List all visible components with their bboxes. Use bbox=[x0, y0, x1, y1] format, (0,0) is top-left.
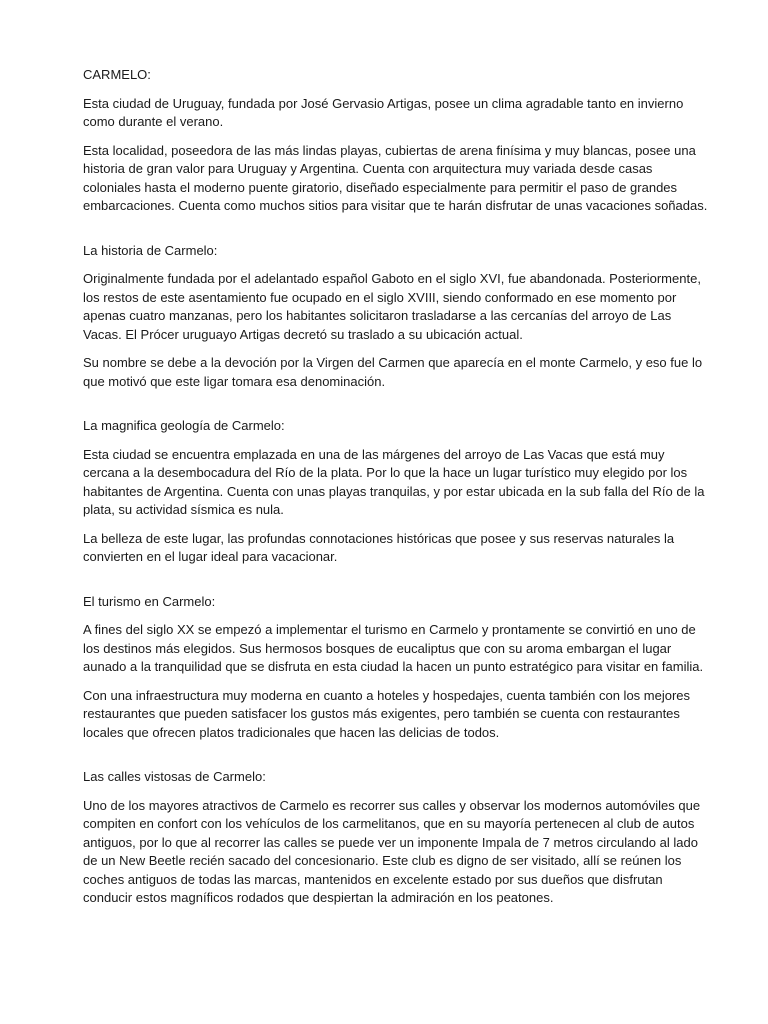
paragraph: Su nombre se debe a la devoción por la Virgen del Carmen que aparecía en el monte Carmelo, y eso fue lo que motivó que este ligar tomara esa denominación. bbox=[83, 355, 703, 389]
paragraph: La belleza de este lugar, las profundas connotaciones históricas que posee y sus reservas naturales la convierten en el lugar ideal para vacacionar. bbox=[83, 530, 675, 564]
section-heading: Las calles vistosas de Carmelo: bbox=[83, 769, 266, 784]
paragraph: Esta localidad, poseedora de las más lindas playas, cubiertas de arena finísima y muy blancas, posee una historia de gran valor para Uruguay y Argentina. Cuenta con arquitectura muy variada desde casas coloniales hasta el moderno puente giratorio, diseñado especialmente para permitir el paso de grandes embarcaciones. Cuenta como muchos sitios para visitar que te harán disfrutar de unas vacaciones soñadas. bbox=[83, 142, 708, 213]
section-heading: La historia de Carmelo: bbox=[83, 242, 218, 258]
section-carmelo bbox=[83, 66, 713, 216]
paragraph: A fines del siglo XX se empezó a implementar el turismo en Carmelo y prontamente se convirtió en uno de los destinos más elegidos. Sus hermosos bosques de eucaliptus que con su aroma embargan el lugar aunado a la tranquilidad que se disfruta en esta ciudad la hacen un punto estratégico para visitar en familia. bbox=[83, 622, 704, 674]
section-turismo bbox=[83, 593, 713, 743]
paragraph: Esta ciudad de Uruguay, fundada por José Gervasio Artigas, posee un clima agradable tanto en invierno como durante el verano. bbox=[83, 95, 684, 129]
paragraph: Esta ciudad se encuentra emplazada en una de las márgenes del arroyo de Las Vacas que está muy cercana a la desembocadura del Río de la plata. Por lo que la hace un lugar turístico muy elegido por los habitantes de Argentina. Cuenta con unas playas tranquilas, y por estar ubicada en la sub falla del Río de la plata, su actividad sísmica es nula. bbox=[83, 446, 705, 517]
section-heading: CARMELO: bbox=[83, 67, 151, 82]
document-body bbox=[83, 66, 713, 918]
paragraph: Con una infraestructura muy moderna en cuanto a hoteles y hospedajes, cuenta también con los mejores restaurantes que pueden satisfacer los gustos más exigentes, pero también se cuenta con restaurantes locales que ofrecen platos tradicionales que hacen las delicias de todos. bbox=[83, 687, 691, 740]
section-heading: El turismo en Carmelo: bbox=[83, 593, 216, 609]
section-heading: La magnifica geología de Carmelo: bbox=[83, 418, 285, 433]
paragraph: Originalmente fundada por el adelantado español Gaboto en el siglo XVI, fue abandonada. Posteriormente, los restos de este asentamiento fue ocupado en el siglo XVIII, siendo conformado en ese momento por apenas cuatro manzanas, pero los habitantes solicitaron trasladarse a las cercanías del arroyo de Las Vacas. El Prócer uruguayo Artigas decretó su traslado a su ubicación actual. bbox=[83, 271, 701, 342]
paragraph: Uno de los mayores atractivos de Carmelo es recorrer sus calles y observar los modernos automóviles que compiten en confort con los vehículos de los carmelitanos, que en su mayoría pertenecen al club de autos antiguos, por lo que al recorrer las calles se puede ver un imponente Impala de 7 metros circulando al lado de un New Beetle recién sacado del concesionario. Este club es digno de ser visitado, allí se reúnen los coches antiguos de todas las marcas, mantenidos en excelente estado por sus dueños que disfrutan conducir estos magníficos rodados que despiertan la admiración en los peatones. bbox=[83, 797, 701, 905]
section-geologia bbox=[83, 417, 713, 567]
section-historia bbox=[83, 242, 713, 392]
section-calles bbox=[83, 768, 713, 908]
